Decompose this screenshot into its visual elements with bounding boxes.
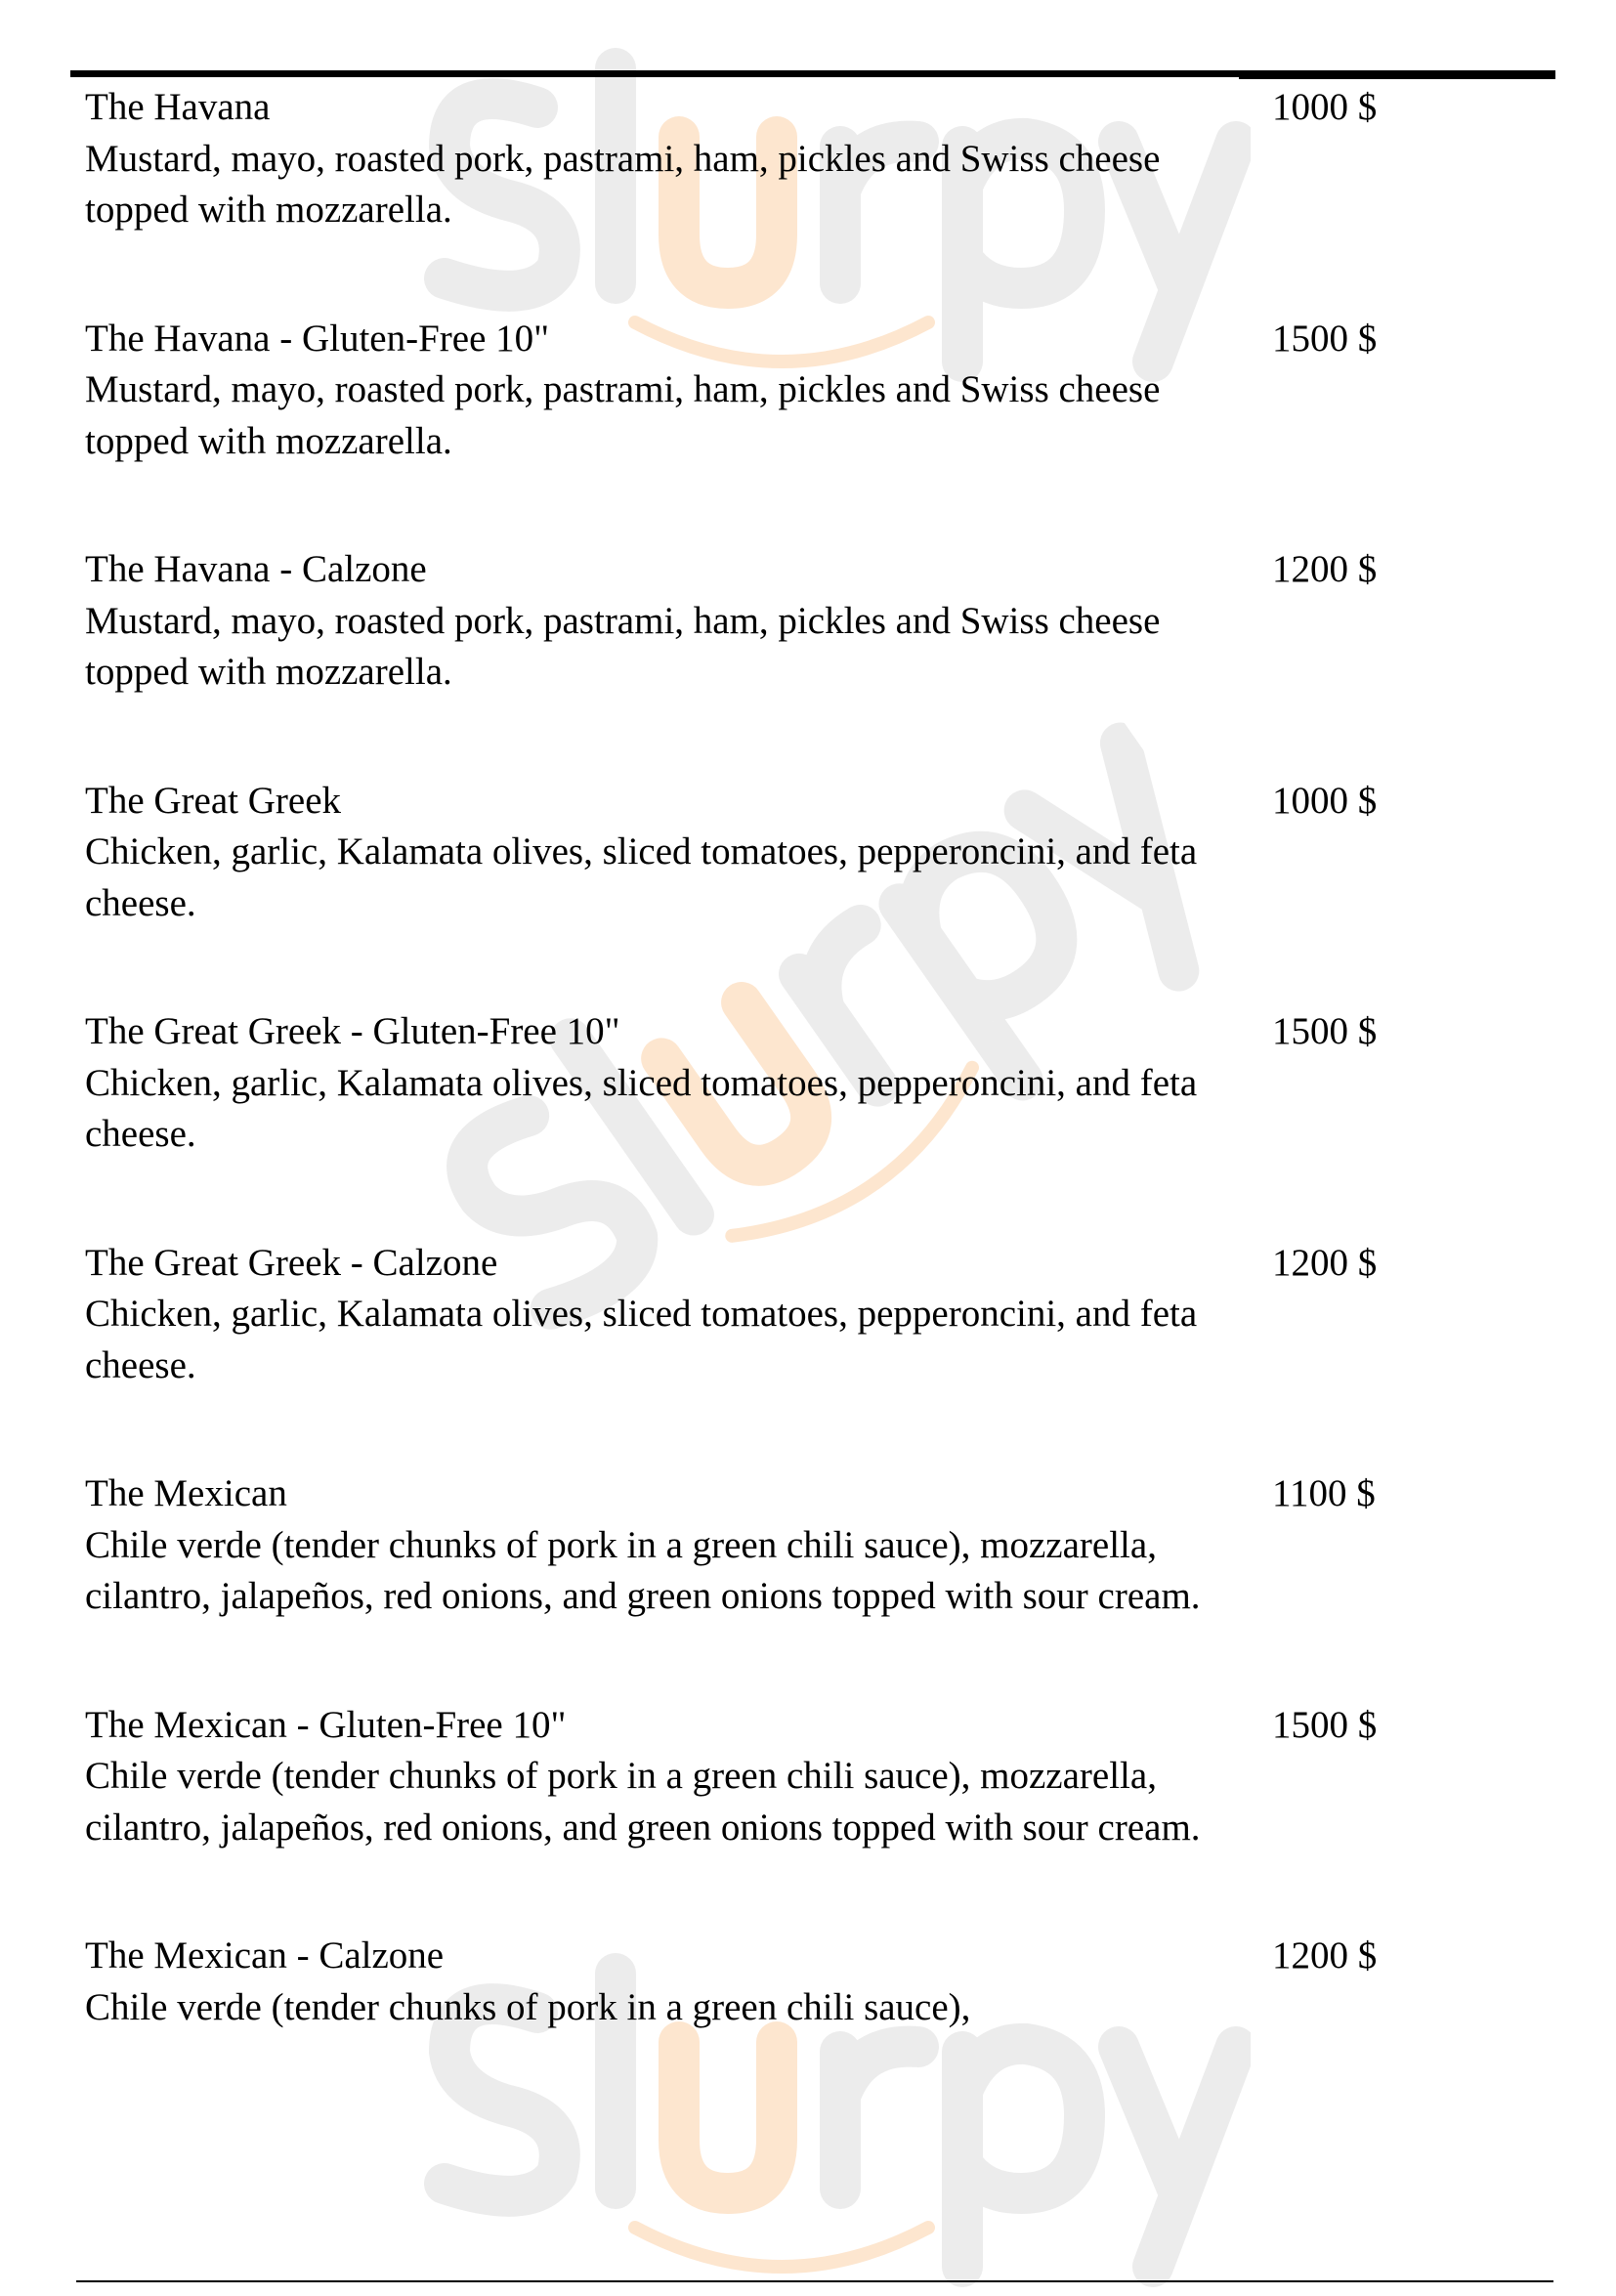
item-price: 1200 $ xyxy=(1272,1935,1378,1977)
item-name: The Great Greek - Gluten-Free 10" xyxy=(85,1010,620,1052)
item-name: The Havana xyxy=(85,86,271,128)
item-name: The Havana - Calzone xyxy=(85,548,427,590)
item-description: Mustard, mayo, roasted pork, pastrami, ham, pickles and Swiss cheese topped with mozzarella. xyxy=(85,599,1161,693)
item-name: The Mexican - Gluten-Free 10" xyxy=(85,1703,567,1746)
menu-item xyxy=(85,1238,1551,1392)
item-description: Chicken, garlic, Kalamata olives, sliced tomatoes, pepperoncini, and feta cheese. xyxy=(85,1061,1198,1155)
menu-item xyxy=(85,1700,1551,1854)
item-name: The Mexican xyxy=(85,1472,287,1514)
menu-list xyxy=(85,82,1551,2110)
item-description: Chile verde (tender chunks of pork in a green chili sauce), xyxy=(85,1985,971,2028)
item-description: Mustard, mayo, roasted pork, pastrami, ham, pickles and Swiss cheese topped with mozzarella. xyxy=(85,368,1161,462)
item-name: The Havana - Gluten-Free 10" xyxy=(85,317,550,360)
menu-item xyxy=(85,544,1551,699)
item-price: 1000 $ xyxy=(1272,779,1378,822)
item-name: The Great Greek xyxy=(85,779,342,822)
menu-item xyxy=(85,1931,1551,2033)
logo-smile xyxy=(635,2228,928,2267)
menu-item xyxy=(85,1468,1551,1623)
menu-item xyxy=(85,82,1551,236)
item-price: 1100 $ xyxy=(1272,1472,1376,1514)
menu-item xyxy=(85,776,1551,930)
item-name: The Great Greek - Calzone xyxy=(85,1241,498,1284)
menu-item xyxy=(85,314,1551,468)
item-description: Mustard, mayo, roasted pork, pastrami, ham, pickles and Swiss cheese topped with mozzarella. xyxy=(85,137,1161,231)
item-name: The Mexican - Calzone xyxy=(85,1935,445,1977)
item-price: 1500 $ xyxy=(1272,317,1378,360)
item-description: Chile verde (tender chunks of pork in a green chili sauce), mozzarella, cilantro, jalapeños, red onions, and green onions topped with sour cream. xyxy=(85,1755,1201,1849)
item-description: Chicken, garlic, Kalamata olives, sliced tomatoes, pepperoncini, and feta cheese. xyxy=(85,1293,1198,1386)
item-price: 1000 $ xyxy=(1272,86,1378,128)
item-price: 1200 $ xyxy=(1272,548,1378,590)
bottom-divider xyxy=(76,2280,1553,2282)
item-price: 1500 $ xyxy=(1272,1010,1378,1052)
top-divider-price-column xyxy=(1239,70,1555,79)
item-description: Chicken, garlic, Kalamata olives, sliced tomatoes, pepperoncini, and feta cheese. xyxy=(85,830,1198,924)
item-price: 1500 $ xyxy=(1272,1703,1378,1746)
top-divider xyxy=(70,70,1239,77)
item-description: Chile verde (tender chunks of pork in a green chili sauce), mozzarella, cilantro, jalapeños, red onions, and green onions topped with sour cream. xyxy=(85,1523,1201,1617)
item-price: 1200 $ xyxy=(1272,1241,1378,1284)
menu-item xyxy=(85,1006,1551,1161)
